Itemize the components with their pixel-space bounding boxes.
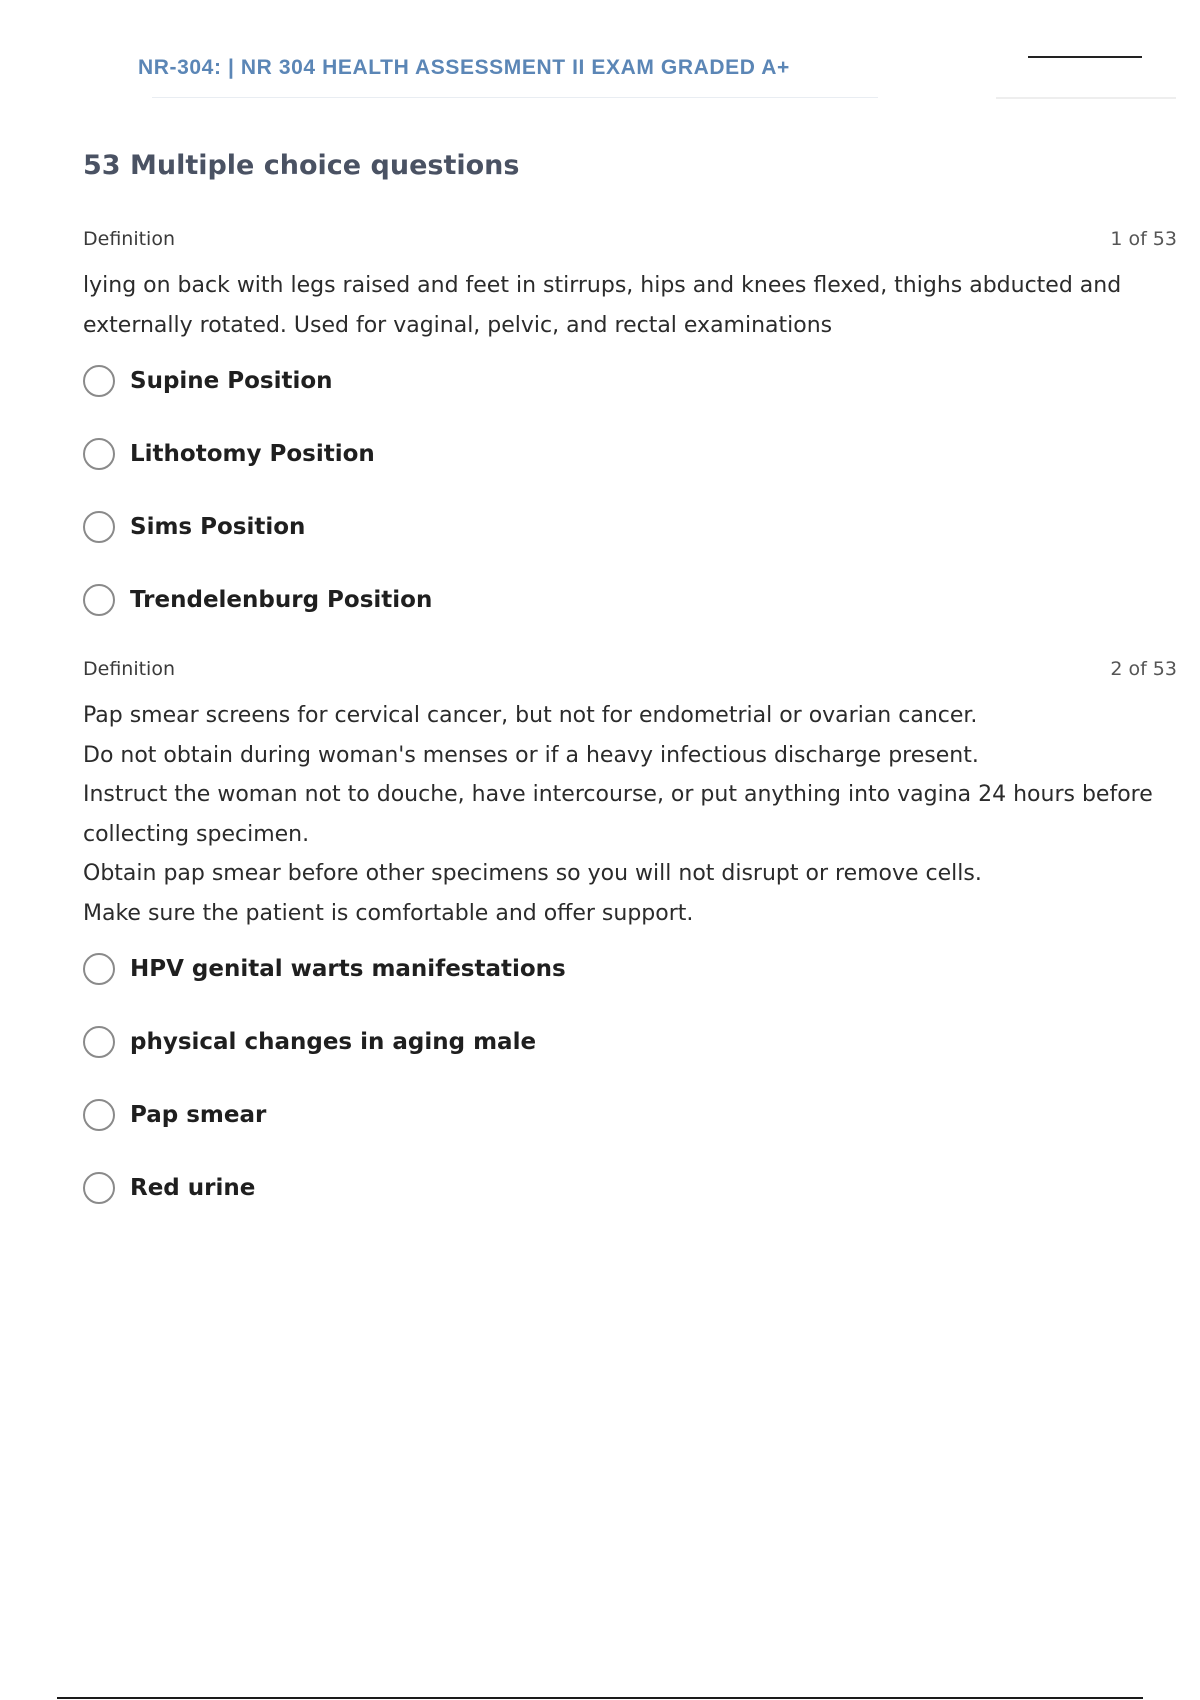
answer-option[interactable] [83,511,1177,584]
footer-rule [57,1697,1143,1699]
definition-line: lying on back with legs raised and feet in stirrups, hips and knees flexed, thighs abducted and [83,273,1122,298]
answer-option-label: Supine Position [130,368,333,394]
answer-option[interactable] [83,953,1177,1026]
answer-option-label: HPV genital warts manifestations [130,956,566,982]
radio-button[interactable] [83,953,115,985]
answer-option-label: Red urine [130,1175,256,1201]
answer-option-label: Sims Position [130,514,306,540]
question-type-label: Definition [83,658,176,680]
header-divider [152,97,878,98]
answer-option[interactable] [83,365,1177,438]
answer-option[interactable] [83,1172,1177,1245]
radio-button[interactable] [83,365,115,397]
question-card [83,656,1177,1245]
question-definition-text [83,266,1177,345]
radio-button[interactable] [83,1099,115,1131]
definition-line: Obtain pap smear before other specimens so you will not disrupt or remove cells. [83,861,982,886]
section-title: 53 Multiple choice questions [83,150,520,181]
definition-line: externally rotated. Used for vaginal, pelvic, and rectal examinations [83,312,833,338]
definition-line: Instruct the woman not to douche, have intercourse, or put anything into vagina 24 hours before [83,782,1153,807]
header-right-divider [996,97,1176,99]
answer-option-label: physical changes in aging male [130,1029,537,1055]
radio-button[interactable] [83,584,115,616]
definition-line: Make sure the patient is comfortable and offer support. [83,900,694,926]
radio-button[interactable] [83,1172,115,1204]
radio-button[interactable] [83,511,115,543]
definition-line: collecting specimen. [83,821,310,847]
answer-option[interactable] [83,438,1177,511]
question-card [83,226,1177,657]
definition-line: Pap smear screens for cervical cancer, but not for endometrial or ovarian cancer. [83,703,978,728]
answer-options [83,953,1177,1245]
question-definition-text [83,696,1177,933]
question-header [83,656,1177,686]
header-right-rule [1028,56,1142,58]
answer-option-label: Trendelenburg Position [130,587,433,613]
question-type-label: Definition [83,228,176,250]
question-counter: 1 of 53 [1110,228,1177,250]
answer-option-label: Pap smear [130,1102,267,1128]
definition-line: Do not obtain during woman's menses or if a heavy infectious discharge present. [83,742,979,768]
answer-option[interactable] [83,1026,1177,1099]
question-header [83,226,1177,256]
answer-option[interactable] [83,1099,1177,1172]
radio-button[interactable] [83,438,115,470]
answer-options [83,365,1177,657]
document-header-title: NR-304: | NR 304 HEALTH ASSESSMENT II EXAM GRADED A+ [138,56,790,79]
answer-option-label: Lithotomy Position [130,441,375,467]
radio-button[interactable] [83,1026,115,1058]
question-counter: 2 of 53 [1110,658,1177,680]
answer-option[interactable] [83,584,1177,657]
